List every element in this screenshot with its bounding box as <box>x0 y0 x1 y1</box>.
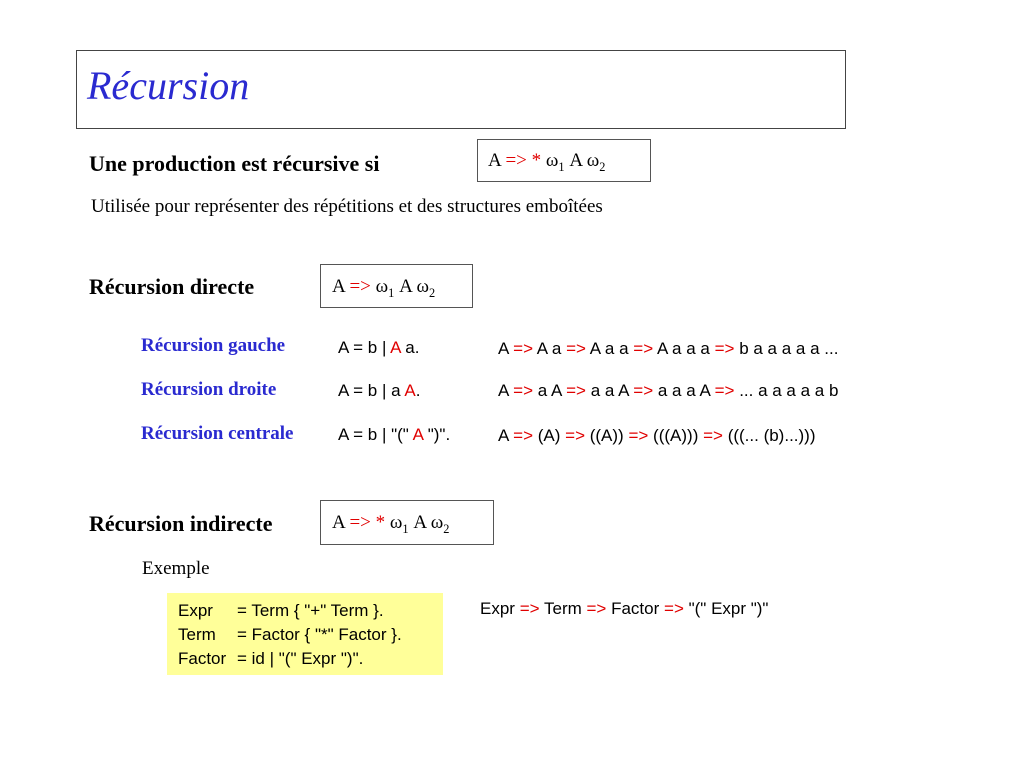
grammar-rule-name: Term <box>178 625 216 644</box>
indirect-formula-box <box>320 500 494 545</box>
indirect-formula: A => * $\omega_1$ A $\omega_2$ <box>332 512 450 536</box>
example-label: Exemple <box>142 558 210 579</box>
grammar-rule-name: Expr <box>178 601 213 620</box>
slide-title: Récursion <box>87 63 250 108</box>
grammar-rule-def: = id | "(" Expr ")". <box>237 649 364 668</box>
general-formula: A => * $\omega_1$ A $\omega_2$ <box>488 150 606 174</box>
central-recursion-rule: A = b | "(" A ")". <box>338 425 451 444</box>
central-recursion-label: Récursion centrale <box>141 423 294 444</box>
direct-formula: $A => \omega_1$ A $\omega_2$ <box>332 276 436 300</box>
grammar-rule-name: Factor <box>178 649 227 668</box>
grammar-box <box>167 593 443 675</box>
central-recursion-derivation: A => (A) => ((A)) => (((A))) => (((... (b)...))) <box>498 426 816 445</box>
indirect-heading: Récursion indirecte <box>89 511 273 536</box>
grammar-rule-def: = Factor { "*" Factor }. <box>237 625 402 644</box>
left-recursion-label: Récursion gauche <box>141 335 286 356</box>
right-recursion-label: Récursion droite <box>141 379 277 400</box>
grammar-rule-def: = Term { "+" Term }. <box>237 601 384 620</box>
intro-usage: Utilisée pour représenter des répétitions et des structures emboîtées <box>91 196 603 217</box>
indirect-derivation: Expr => Term => Factor => "(" Expr ")" <box>480 599 769 618</box>
right-recursion-derivation: A => a A => a a A => a a a A => ... a a a a a b <box>498 381 839 400</box>
general-formula-box <box>477 139 651 182</box>
direct-formula-box <box>320 264 473 308</box>
left-recursion-derivation: A => A a => A a a => A a a a => b a a a a a ... <box>498 339 839 358</box>
left-recursion-rule: A = b | A a. <box>338 338 420 357</box>
intro-heading: Une production est récursive si <box>89 151 380 176</box>
right-recursion-rule: A = b | a A. <box>338 381 421 400</box>
direct-heading: Récursion directe <box>89 274 255 299</box>
